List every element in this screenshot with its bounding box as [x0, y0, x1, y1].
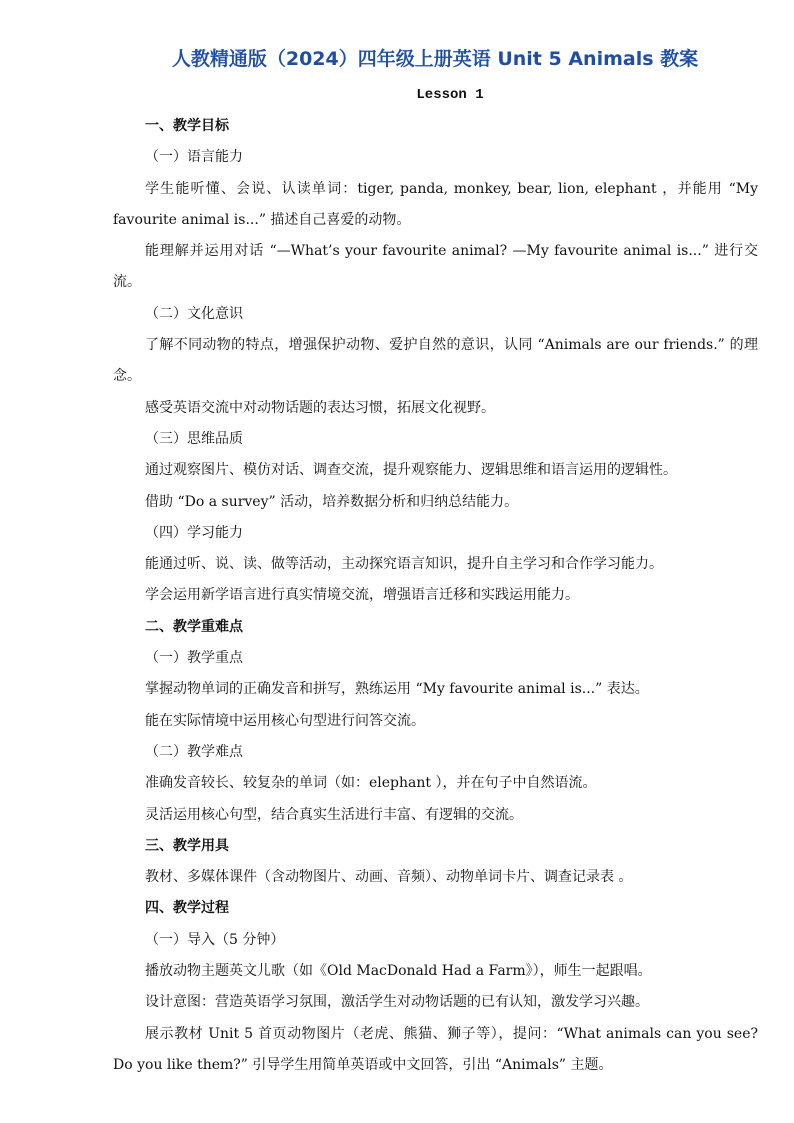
subheading-key-points: （一）教学重点 [145, 650, 243, 667]
paragraph: 掌握动物单词的正确发音和拼写，熟练运用 “My favourite animal is...” 表达。 [145, 681, 649, 698]
subheading-lead-in: （一）导入（5 分钟） [145, 931, 285, 948]
subheading-learning-ability: （四）学习能力 [145, 524, 243, 541]
paragraph: 设计意图：营造英语学习氛围，激活学生对动物话题的已有认知，激发学习兴趣。 [145, 994, 649, 1011]
paragraph: 灵活运用核心句型，结合真实生活进行丰富、有逻辑的交流。 [145, 806, 523, 823]
paragraph: 借助 “Do a survey” 活动，培养数据分析和归纳总结能力。 [145, 493, 519, 510]
subheading-language-ability: （一）语言能力 [145, 149, 243, 166]
paragraph: 能通过听、说、读、做等活动，主动探究语言知识，提升自主学习和合作学习能力。 [145, 556, 663, 573]
section-heading-procedure: 四、教学过程 [145, 900, 229, 917]
section-heading-teaching-aids: 三、教学用具 [145, 837, 229, 854]
paragraph: 学会运用新学语言进行真实情境交流，增强语言迁移和实践运用能力。 [145, 587, 579, 604]
section-heading-key-points: 二、教学重难点 [145, 618, 243, 635]
paragraph: 学生能听懂、会说、认读单词：tiger, panda, monkey, bear, lion, elephant ，并能用 “My favourite animal is...” 描述自己喜爱的动物。 [113, 180, 758, 228]
paragraph: 准确发音较长、较复杂的单词（如：elephant ），并在句子中自然语流。 [145, 775, 597, 792]
subheading-difficult-points: （二）教学难点 [145, 743, 243, 760]
paragraph: 了解不同动物的特点，增强保护动物、爱护自然的意识，认同 “Animals are our friends.” 的理念。 [113, 337, 758, 385]
paragraph: 展示教材 Unit 5 首页动物图片（老虎、熊猫、狮子等），提问：“What animals can you see? Do you like them?” 引导学生用简单英语或中文回答，引出 “Animals” 主题。 [113, 1025, 758, 1073]
document-body [113, 111, 758, 1081]
paragraph: 通过观察图片、模仿对话、调查交流，提升观察能力、逻辑思维和语言运用的逻辑性。 [145, 462, 677, 479]
lesson-label: Lesson 1 [416, 87, 484, 103]
document-title: 人教精通版（2024）四年级上册英语 Unit 5 Animals 教案 [171, 48, 699, 70]
section-heading-objectives: 一、教学目标 [145, 118, 229, 134]
subheading-thinking-quality: （三）思维品质 [145, 430, 243, 447]
paragraph: 感受英语交流中对动物话题的表达习惯，拓展文化视野。 [145, 399, 495, 416]
paragraph: 能在实际情境中运用核心句型进行问答交流。 [145, 712, 425, 729]
paragraph: 能理解并运用对话 “—What’s your favourite animal? —My favourite animal is...” 进行交流。 [113, 243, 758, 291]
paragraph: 播放动物主题英文儿歌（如《Old MacDonald Had a Farm》），师生一起跟唱。 [145, 963, 652, 980]
subheading-cultural-awareness: （二）文化意识 [145, 305, 243, 322]
paragraph: 教材、多媒体课件（含动物图片、动画、音频）、动物单词卡片、调查记录表 。 [145, 869, 633, 886]
